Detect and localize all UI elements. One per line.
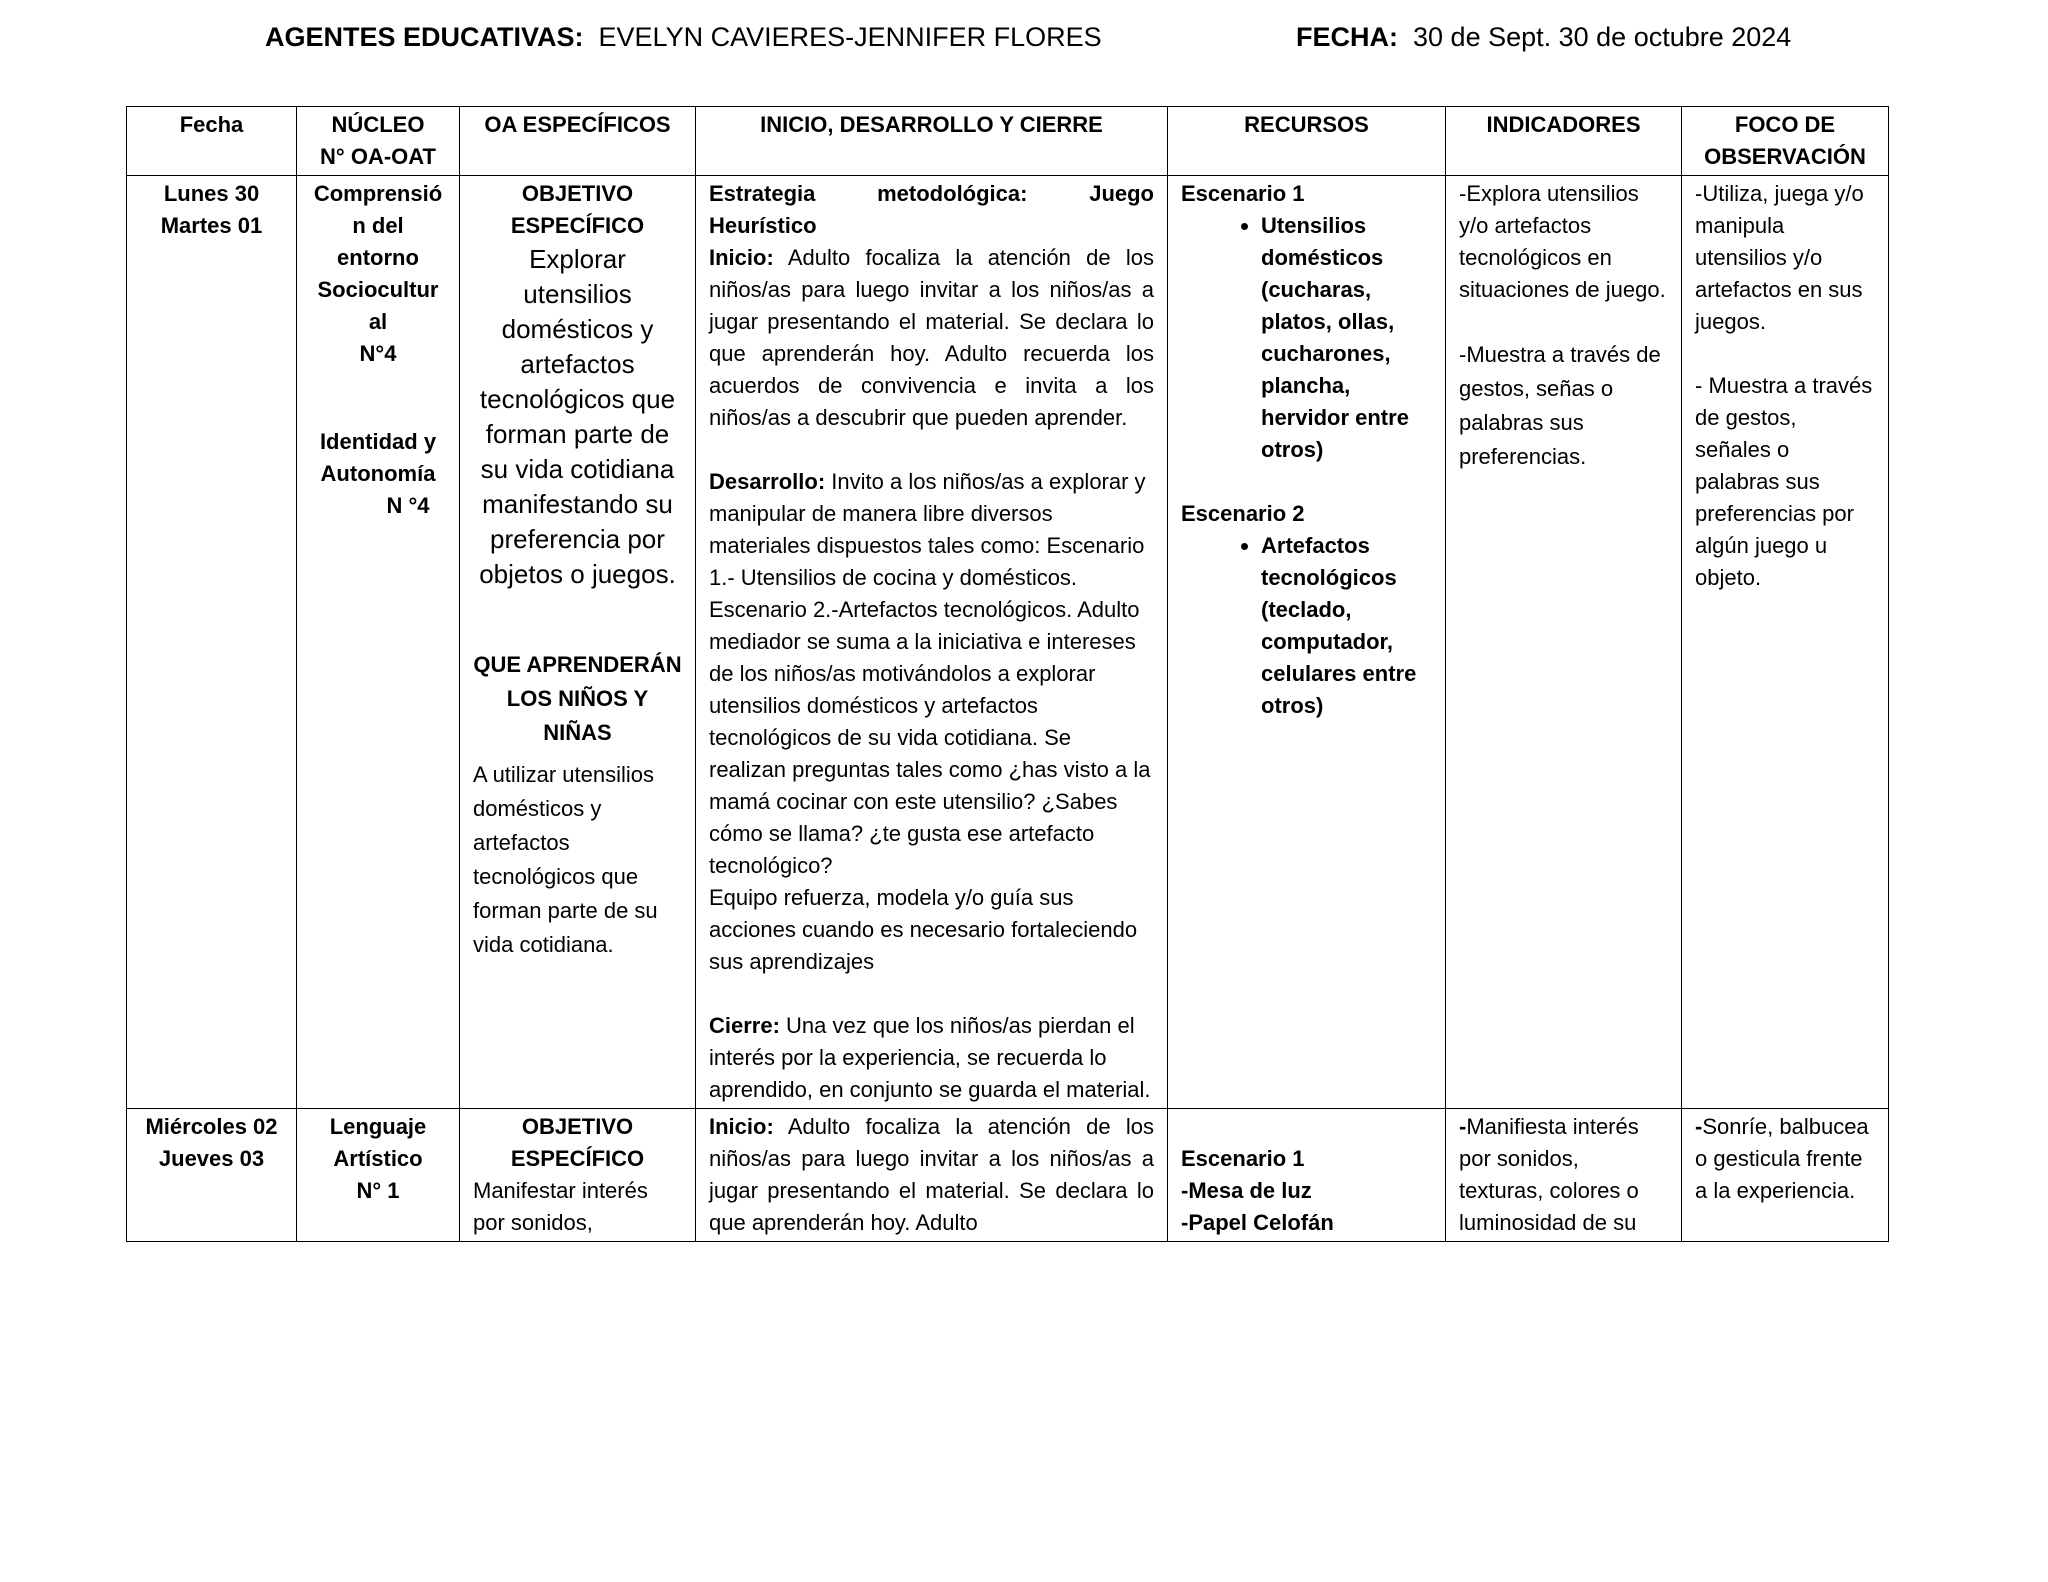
- escenario-1-title: Escenario 1: [1181, 181, 1305, 206]
- strategy: Estrategia metodológica: Juego Heurístico: [709, 181, 1154, 238]
- row1-recursos: [1168, 176, 1446, 1109]
- escenario-2-item: • Artefactos tecnológicos (teclado, computador, celulares entre otros): [1261, 530, 1432, 722]
- col-oa: OA ESPECÍFICOS: [460, 107, 696, 176]
- cierre-paragraph: Cierre: Una vez que los niños/as pierdan el interés por la experiencia, se recuerda lo aprendido, en conjunto se guarda el material.: [709, 1013, 1151, 1102]
- foco-1: -Utiliza, juega y/o manipula utensilios y/o artefactos en sus juegos.: [1695, 181, 1864, 334]
- foco-2: - Muestra a través de gestos, señales o palabras sus preferencias por algún juego u objeto.: [1695, 373, 1873, 590]
- row1-oa: [460, 176, 696, 1109]
- oa-title: OBJETIVO ESPECÍFICO: [510, 181, 645, 238]
- col-inicio: INICIO, DESARROLLO Y CIERRE: [696, 107, 1168, 176]
- row1-fecha: Lunes 30 Martes 01: [127, 176, 297, 1109]
- oa-title-2: QUE APRENDERÁN LOS NIÑOS Y NIÑAS: [473, 652, 682, 745]
- date-header: [1296, 22, 1791, 53]
- agents-header: [265, 22, 1102, 53]
- row1-indicadores: [1446, 176, 1682, 1109]
- table-row: [127, 1109, 1889, 1242]
- row2-indicadores: -Manifiesta interés por sonidos, texturas, colores o luminosidad de su: [1446, 1109, 1682, 1242]
- row2-oa: [460, 1109, 696, 1242]
- date-label: FECHA:: [1296, 22, 1398, 52]
- oa-text: Explorar utensilios domésticos y artefactos tecnológicos que forman parte de su vida cotidiana manifestando su preferencia por objetos o juegos.: [479, 244, 676, 589]
- row1-nucleo: Comprensió n del entorno Sociocultur al N°4 Identidad y Autonomía N °4: [297, 176, 460, 1109]
- table-row: [127, 176, 1889, 1109]
- row1-foco: [1682, 176, 1889, 1109]
- table-header-row: [127, 107, 1889, 176]
- escenario-1-item: • Utensilios domésticos (cucharas, platos, ollas, cucharones, plancha, hervidor entre otros): [1261, 210, 1432, 466]
- indicador-2: -Muestra a través de gestos, señas o palabras sus preferencias.: [1459, 342, 1661, 469]
- equipo-paragraph: Equipo refuerza, modela y/o guía sus acciones cuando es necesario fortaleciendo sus aprendizajes: [709, 885, 1138, 974]
- desarrollo-paragraph: Desarrollo: Invito a los niños/as a explorar y manipular de manera libre diversos materiales dispuestos tales como: Escenario 1.- Utensilios de cocina y domésticos. Escenario 2.-Artefactos tecnológicos. Adulto mediador se suma a la iniciativa e intereses de los niños/as motivándolos a explorar utensilios domésticos y artefactos tecnológicos de su vida cotidiana. Se realizan preguntas tales como ¿has visto a la mamá cocinar con este utensilio? ¿Sabes cómo se llama? ¿te gusta ese artefacto tecnológico?: [709, 469, 1151, 878]
- row2-nucleo: Lenguaje Artístico N° 1: [297, 1109, 460, 1242]
- col-nucleo: NÚCLEO N° OA-OAT: [297, 107, 460, 176]
- oa-text: Manifestar interés por sonidos,: [473, 1178, 648, 1235]
- escenario-2-list: [1181, 530, 1432, 722]
- date-value: 30 de Sept. 30 de octubre 2024: [1413, 22, 1792, 52]
- planning-table: [126, 106, 1889, 1242]
- col-fecha: Fecha: [127, 107, 297, 176]
- row1-inicio: [696, 176, 1168, 1109]
- oa-text-2: A utilizar utensilios domésticos y artefactos tecnológicos que forman parte de su vida cotidiana.: [473, 762, 658, 957]
- inicio-paragraph: Inicio: Adulto focaliza la atención de los niños/as para luego invitar a los niños/as a jugar presentando el material. Se declara lo que aprenderán hoy. Adulto recuerda los acuerdos de convivencia e invita a los niños/as a descubrir que pueden aprender.: [709, 245, 1154, 430]
- col-foco: FOCO DE OBSERVACIÓN: [1682, 107, 1889, 176]
- col-recursos: RECURSOS: [1168, 107, 1446, 176]
- row2-inicio: Inicio: Adulto focaliza la atención de los niños/as para luego invitar a los niños/as a jugar presentando el material. Se declara lo que aprenderán hoy. Adulto: [696, 1109, 1168, 1242]
- row2-fecha: Miércoles 02 Jueves 03: [127, 1109, 297, 1242]
- col-indicadores: INDICADORES: [1446, 107, 1682, 176]
- escenario-2-title: Escenario 2: [1181, 501, 1305, 526]
- row2-foco: -Sonríe, balbucea o gesticula frente a la experiencia.: [1682, 1109, 1889, 1242]
- agents-value: EVELYN CAVIERES-JENNIFER FLORES: [598, 22, 1102, 52]
- escenario-1-list: [1181, 210, 1432, 466]
- indicador-1: -Explora utensilios y/o artefactos tecnológicos en situaciones de juego.: [1459, 181, 1666, 302]
- agents-label: AGENTES EDUCATIVAS:: [265, 22, 584, 52]
- row2-recursos: Escenario 1 -Mesa de luz -Papel Celofán: [1168, 1109, 1446, 1242]
- oa-title: OBJETIVO ESPECÍFICO: [510, 1114, 645, 1171]
